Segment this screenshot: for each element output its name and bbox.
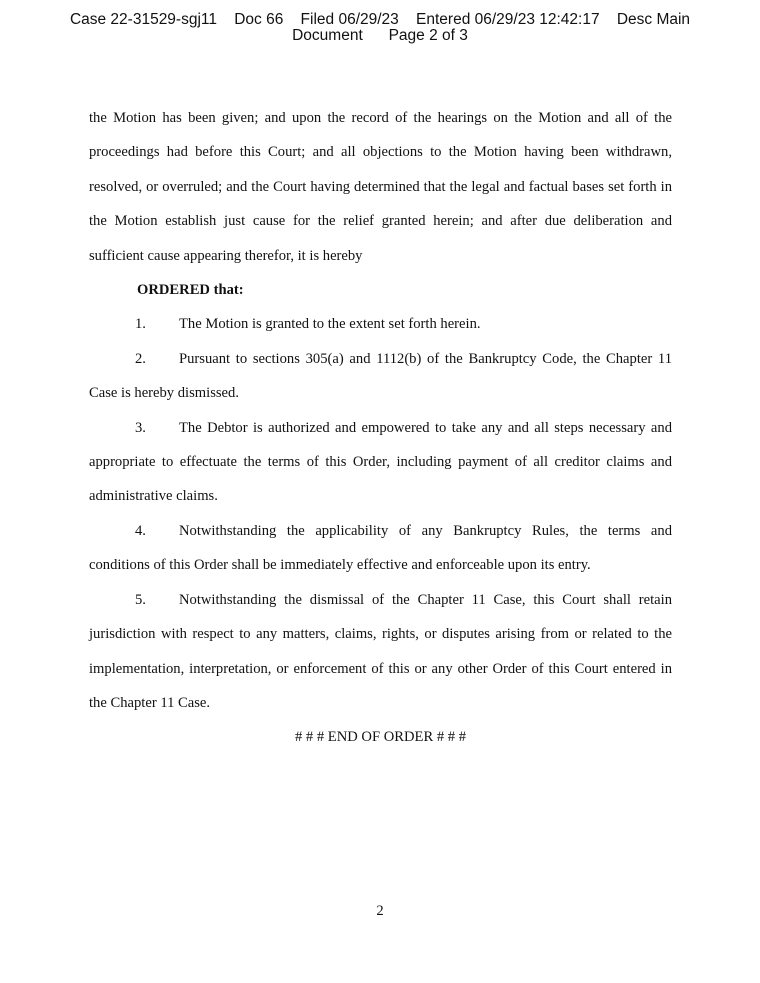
document-page-info: Document Page 2 of 3 (292, 27, 468, 44)
item-text: The Motion is granted to the extent set forth herein. (179, 316, 481, 333)
intro-paragraph: the Motion has been given; and upon the record of the hearings on the Motion and all of the proceedings had before this Court; and all objections to the Motion having been withdrawn, resolved, or overruled; and the Court having determined that the legal and factual bases set forth in the Motion establish just cause for the relief granted herein; and after due deliberation and sufficient cause appearing therefor, it is hereby (89, 110, 672, 264)
order-body (89, 101, 672, 755)
ordered-heading: ORDERED that: (137, 282, 244, 299)
item-text: Pursuant to sections 305(a) and 1112(b) of the Bankruptcy Code, the Chapter 11 Case is hereby dismissed. (89, 350, 672, 402)
court-filing-stamp (0, 12, 760, 44)
item-text: The Debtor is authorized and empowered to take any and all steps necessary and appropriate to effectuate the terms of this Order, including payment of all creditor claims and administrative claims. (89, 419, 672, 505)
order-item (89, 583, 672, 721)
item-number: 2. (135, 350, 146, 367)
order-item (89, 342, 672, 411)
item-text: Notwithstanding the dismissal of the Chapter 11 Case, this Court shall retain jurisdiction with respect to any matters, claims, rights, or disputes arising from or related to the implementation, interpretation, or enforcement of this or any other Order of this Court entered in the Chapter 11 Case. (89, 591, 672, 711)
item-number: 1. (135, 316, 146, 333)
order-item (89, 411, 672, 514)
page-number: 2 (376, 903, 384, 919)
item-text: Notwithstanding the applicability of any Bankruptcy Rules, the terms and conditions of this Order shall be immediately effective and enforceable upon its entry. (89, 522, 672, 574)
end-of-order-marker: # # # END OF ORDER # # # (294, 729, 467, 746)
case-filing-info: Case 22-31529-sgj11 Doc 66 Filed 06/29/23 Entered 06/29/23 12:42:17 Desc Main (69, 11, 691, 28)
order-item (89, 514, 672, 583)
order-item (89, 307, 672, 341)
item-number: 5. (135, 591, 146, 608)
item-number: 3. (135, 419, 146, 436)
item-number: 4. (135, 522, 146, 539)
